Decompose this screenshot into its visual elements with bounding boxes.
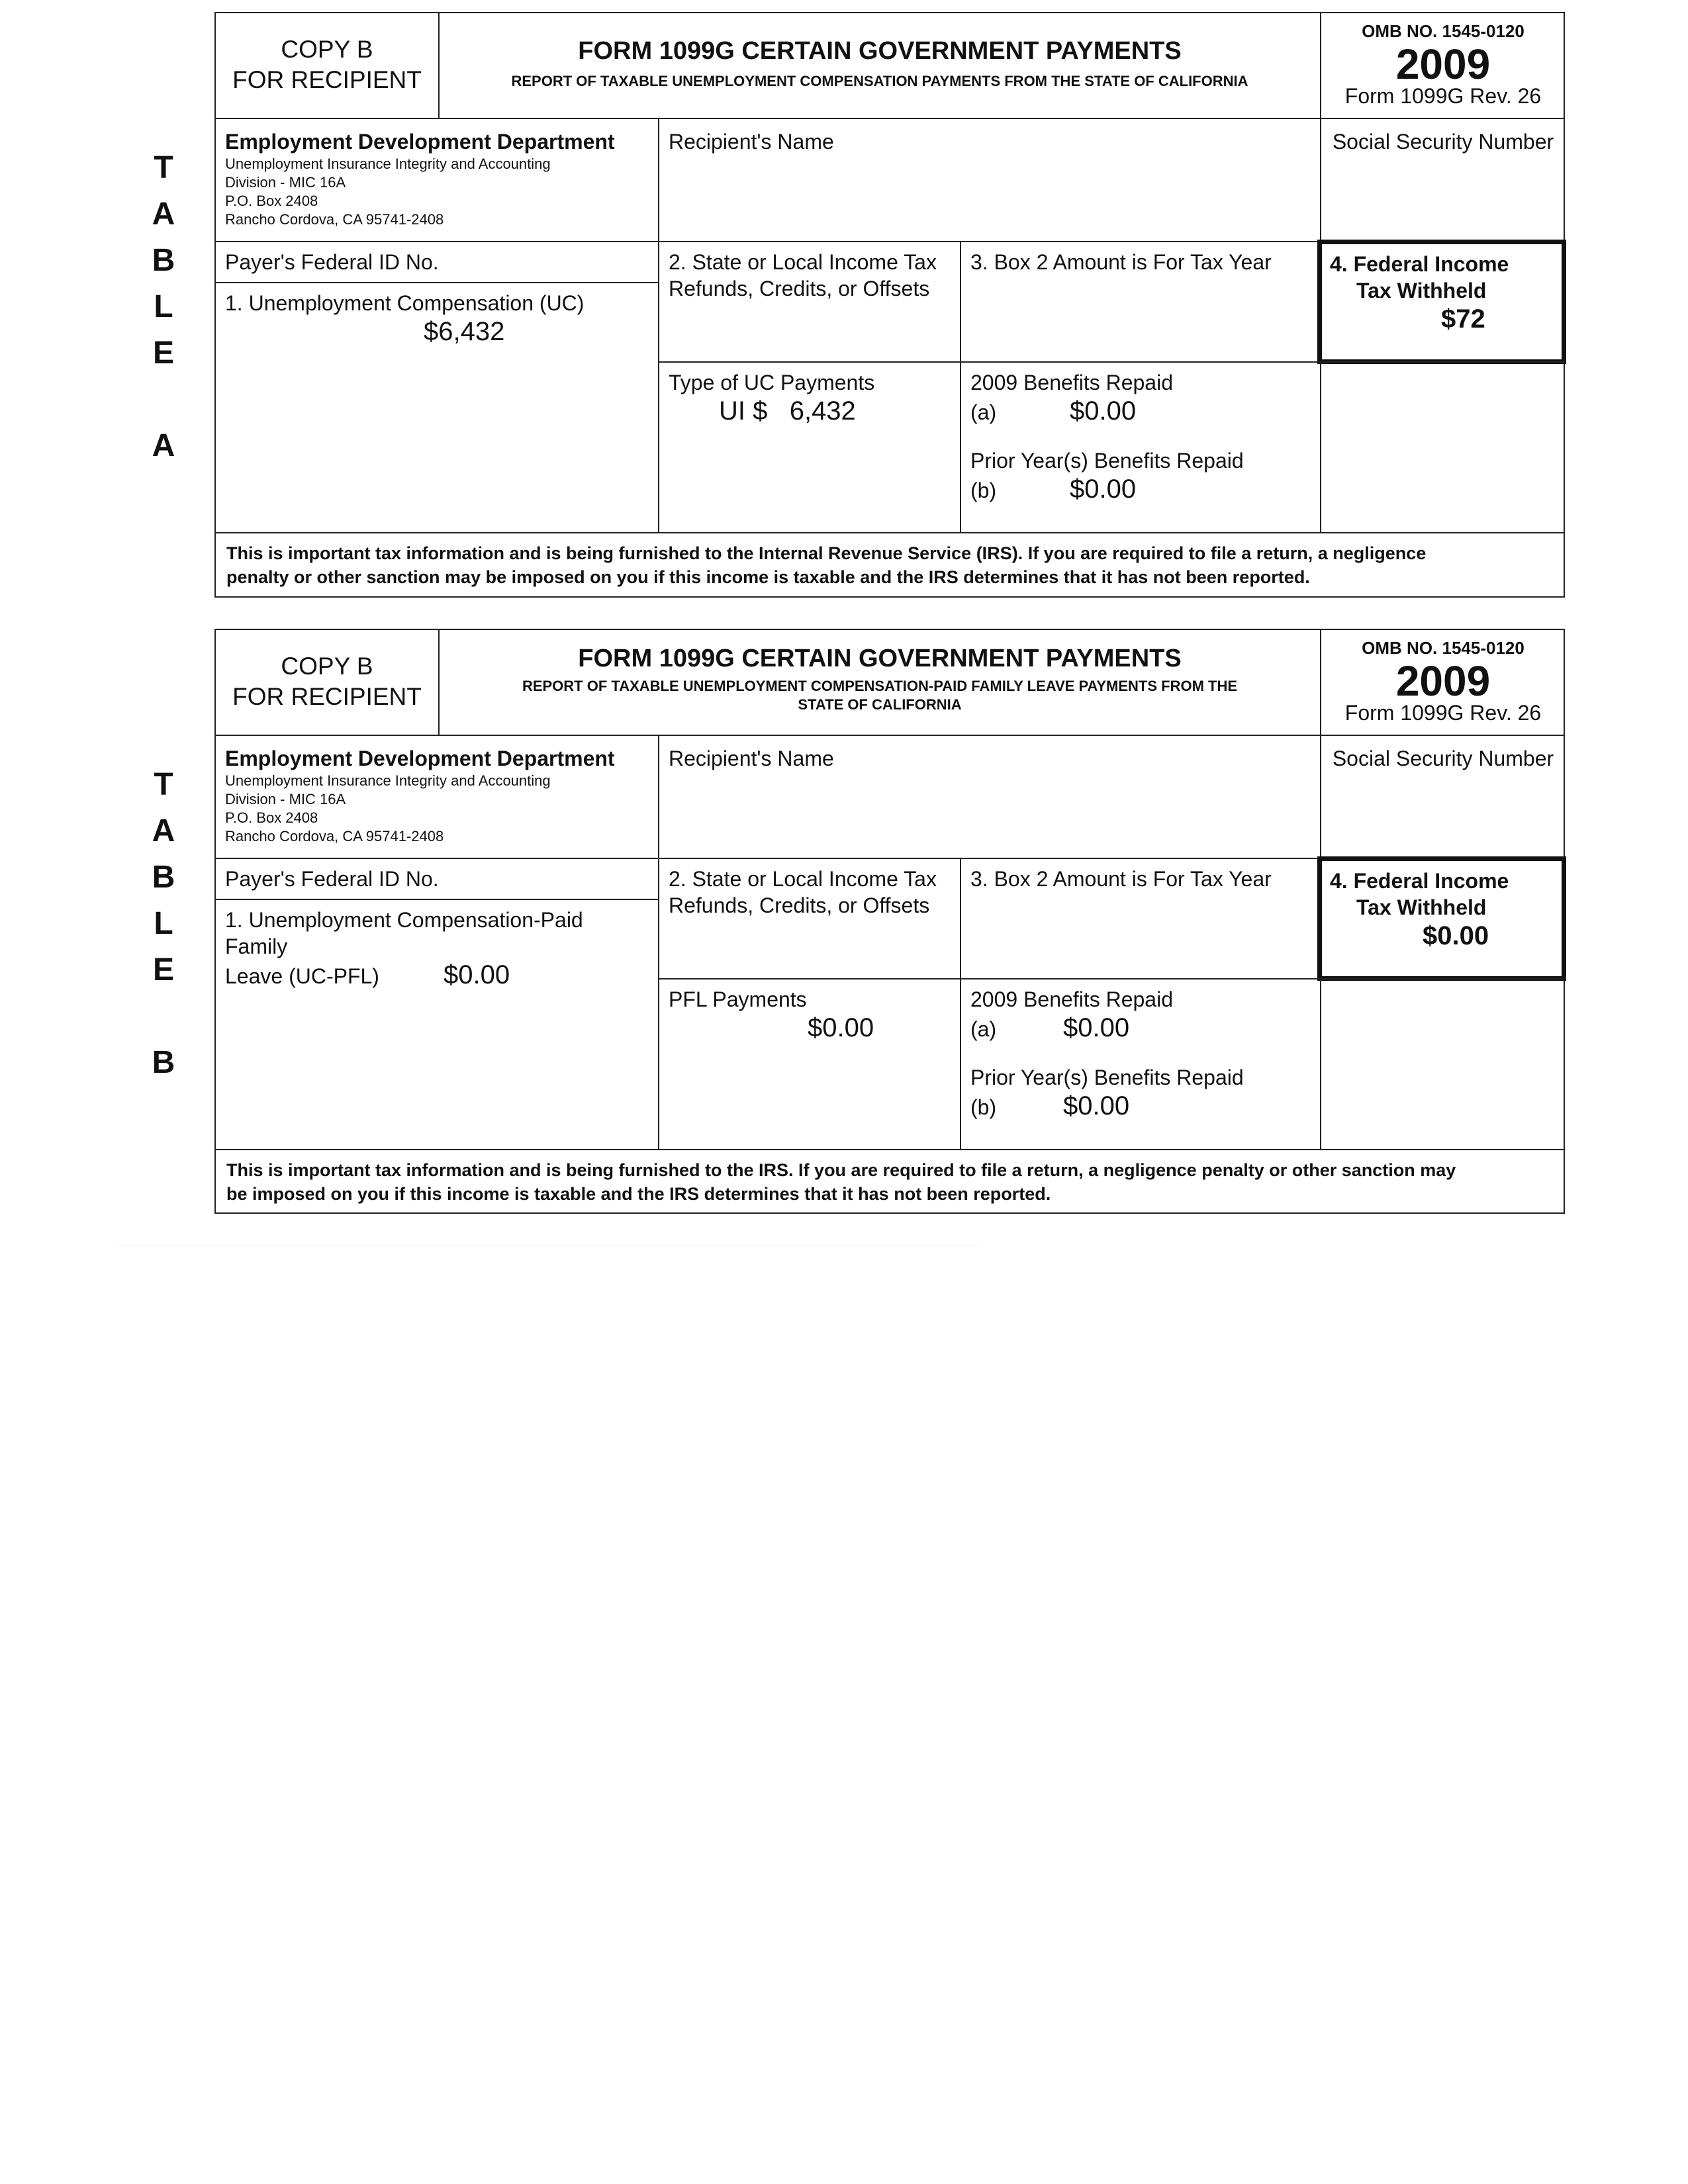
recipient-name-box bbox=[658, 736, 1320, 859]
side-letter: A bbox=[152, 428, 175, 463]
ssn-box bbox=[1320, 736, 1565, 859]
payer-address-line: P.O. Box 2408 bbox=[225, 193, 318, 209]
omb-number: OMB NO. 1545-0120 bbox=[1362, 21, 1524, 41]
box3-tax-year bbox=[960, 859, 1320, 978]
side-letter: L bbox=[154, 289, 173, 324]
notice-line: This is important tax information and is being furnished to the Internal Revenue Service (IRS). If you are required to file a return, a negligence bbox=[226, 543, 1427, 563]
box4-label: 4. Federal Income bbox=[1330, 869, 1509, 893]
box2-label: 2. State or Local Income Tax bbox=[669, 250, 937, 274]
prior-label: Prior Year(s) Benefits Repaid bbox=[970, 1066, 1244, 1089]
box2-state-refunds bbox=[658, 242, 960, 361]
benefits-a-marker: (a) bbox=[970, 1017, 997, 1041]
payer-address-line: Rancho Cordova, CA 95741-2408 bbox=[225, 211, 444, 228]
recipient-name-label: Recipient's Name bbox=[669, 130, 834, 154]
form-title-box bbox=[438, 630, 1320, 735]
form-subtitle: REPORT OF TAXABLE UNEMPLOYMENT COMPENSATION PAYMENTS FROM THE STATE OF CALIFORNIA bbox=[511, 73, 1248, 89]
box1-label: 1. Unemployment Compensation-Paid Family bbox=[225, 908, 583, 958]
box3-label: 3. Box 2 Amount is For Tax Year bbox=[970, 250, 1272, 274]
box2-label: Refunds, Credits, or Offsets bbox=[669, 893, 930, 917]
box1-uc-pfl bbox=[216, 899, 658, 1150]
box4-federal-withheld bbox=[1317, 240, 1566, 364]
side-letter: B bbox=[152, 860, 175, 895]
box3-label: 3. Box 2 Amount is For Tax Year bbox=[970, 867, 1272, 891]
payer-info bbox=[225, 745, 649, 846]
box3-tax-year bbox=[960, 242, 1320, 361]
form-title: FORM 1099G CERTAIN GOVERNMENT PAYMENTS bbox=[578, 37, 1182, 65]
form-revision: Form 1099G Rev. 26 bbox=[1344, 84, 1542, 108]
recipient-name-box bbox=[658, 119, 1320, 242]
omb-box bbox=[1320, 13, 1565, 118]
payments-label: Type of UC Payments bbox=[669, 371, 875, 394]
payer-name: Employment Development Department bbox=[225, 747, 615, 770]
benefits-repaid-box bbox=[960, 361, 1320, 533]
payer-address-line: Unemployment Insurance Integrity and Accounting bbox=[225, 156, 551, 172]
payments-amount bbox=[669, 396, 951, 426]
side-letter: L bbox=[154, 906, 173, 941]
uc-payments-box bbox=[658, 361, 960, 533]
recipient-name-label: Recipient's Name bbox=[669, 747, 834, 770]
box4-label: Tax Withheld bbox=[1356, 895, 1487, 919]
side-letter: E bbox=[152, 336, 174, 371]
notice-line: This is important tax information and is being furnished to the IRS. If you are required to file a return, a negligence penalty or other sanction may bbox=[226, 1160, 1456, 1180]
side-letter: T bbox=[154, 150, 173, 185]
payer-fed-id-box bbox=[216, 859, 658, 899]
box4-label: Tax Withheld bbox=[1356, 279, 1487, 302]
side-letter: E bbox=[152, 952, 174, 987]
prior-b-marker: (b) bbox=[970, 1095, 997, 1119]
side-letter: B bbox=[152, 1045, 175, 1080]
payer-address-line: Division - MIC 16A bbox=[225, 174, 346, 191]
box2-state-refunds bbox=[658, 859, 960, 978]
copy-label: COPY B bbox=[281, 653, 373, 680]
side-letter: T bbox=[154, 767, 173, 802]
ssn-label: Social Security Number bbox=[1332, 130, 1554, 154]
benefits-a-value: $0.00 bbox=[1070, 396, 1137, 426]
form-subtitle: REPORT OF TAXABLE UNEMPLOYMENT COMPENSATION-PAID FAMILY LEAVE PAYMENTS FROM THE bbox=[522, 678, 1238, 694]
recipient-label: FOR RECIPIENT bbox=[232, 683, 422, 710]
box2-label: 2. State or Local Income Tax bbox=[669, 867, 937, 891]
box1-value: $0.00 bbox=[444, 960, 510, 989]
notice-line: be imposed on you if this income is taxable and the IRS determines that it has not been reported. bbox=[226, 1184, 1051, 1204]
side-letter: A bbox=[152, 197, 175, 232]
box1-value: $6,432 bbox=[424, 317, 505, 346]
benefits-a-value: $0.00 bbox=[1063, 1013, 1130, 1042]
form-title: FORM 1099G CERTAIN GOVERNMENT PAYMENTS bbox=[578, 645, 1182, 672]
payments-value: $0.00 bbox=[808, 1013, 874, 1042]
copy-b-box bbox=[216, 34, 438, 95]
payments-label: PFL Payments bbox=[669, 987, 807, 1011]
box4-federal-withheld bbox=[1317, 856, 1566, 981]
form-revision: Form 1099G Rev. 26 bbox=[1344, 701, 1542, 725]
benefits-repaid-box bbox=[960, 978, 1320, 1150]
payer-address-line: Rancho Cordova, CA 95741-2408 bbox=[225, 828, 444, 844]
payments-prefix: UI $ bbox=[719, 396, 768, 426]
box1-uc bbox=[216, 282, 658, 533]
payer-name: Employment Development Department bbox=[225, 130, 615, 154]
ssn-box bbox=[1320, 119, 1565, 242]
prior-b-value: $0.00 bbox=[1063, 1091, 1130, 1120]
benefits-label: 2009 Benefits Repaid bbox=[970, 371, 1173, 394]
side-letter: B bbox=[152, 243, 175, 278]
payer-address-line: P.O. Box 2408 bbox=[225, 809, 318, 826]
box1-label: 1. Unemployment Compensation (UC) bbox=[225, 291, 585, 315]
form-1099g-table-b bbox=[214, 629, 1565, 1214]
prior-b-value: $0.00 bbox=[1070, 475, 1137, 504]
payer-address-line: Unemployment Insurance Integrity and Accounting bbox=[225, 772, 551, 789]
box2-label: Refunds, Credits, or Offsets bbox=[669, 277, 930, 300]
irs-notice bbox=[216, 532, 1564, 615]
benefits-label: 2009 Benefits Repaid bbox=[970, 987, 1173, 1011]
ssn-label: Social Security Number bbox=[1332, 747, 1554, 770]
benefits-a-marker: (a) bbox=[970, 400, 997, 424]
copy-label: COPY B bbox=[281, 36, 373, 63]
payments-value: 6,432 bbox=[789, 396, 856, 426]
form-title-box bbox=[438, 13, 1320, 118]
notice-line: penalty or other sanction may be imposed on you if this income is taxable and the IRS determines that it has not been reported. bbox=[226, 567, 1310, 587]
recipient-label: FOR RECIPIENT bbox=[232, 66, 422, 93]
box4-label: 4. Federal Income bbox=[1330, 252, 1509, 276]
box1-label: Leave (UC-PFL) bbox=[225, 964, 379, 988]
irs-notice bbox=[216, 1149, 1564, 1231]
omb-box bbox=[1320, 630, 1565, 735]
form-subtitle: STATE OF CALIFORNIA bbox=[798, 696, 962, 713]
pfl-payments-box bbox=[658, 978, 960, 1150]
payer-fed-id-box bbox=[216, 242, 658, 282]
omb-number: OMB NO. 1545-0120 bbox=[1362, 638, 1524, 658]
box4-value: $72 bbox=[1441, 304, 1485, 334]
empty-box bbox=[1320, 978, 1565, 1150]
box4-value: $0.00 bbox=[1423, 921, 1489, 950]
prior-label: Prior Year(s) Benefits Repaid bbox=[970, 449, 1244, 473]
copy-b-box bbox=[216, 651, 438, 712]
payer-address-line: Division - MIC 16A bbox=[225, 791, 346, 807]
tax-year: 2009 bbox=[1395, 657, 1491, 705]
side-letter: A bbox=[152, 813, 175, 848]
empty-box bbox=[1320, 361, 1565, 533]
payer-info bbox=[225, 128, 649, 229]
form-1099g-table-a bbox=[214, 12, 1565, 598]
prior-b-marker: (b) bbox=[970, 478, 997, 502]
payer-fed-id-label: Payer's Federal ID No. bbox=[225, 867, 439, 891]
tax-year: 2009 bbox=[1395, 40, 1491, 88]
payer-fed-id-label: Payer's Federal ID No. bbox=[225, 250, 439, 274]
